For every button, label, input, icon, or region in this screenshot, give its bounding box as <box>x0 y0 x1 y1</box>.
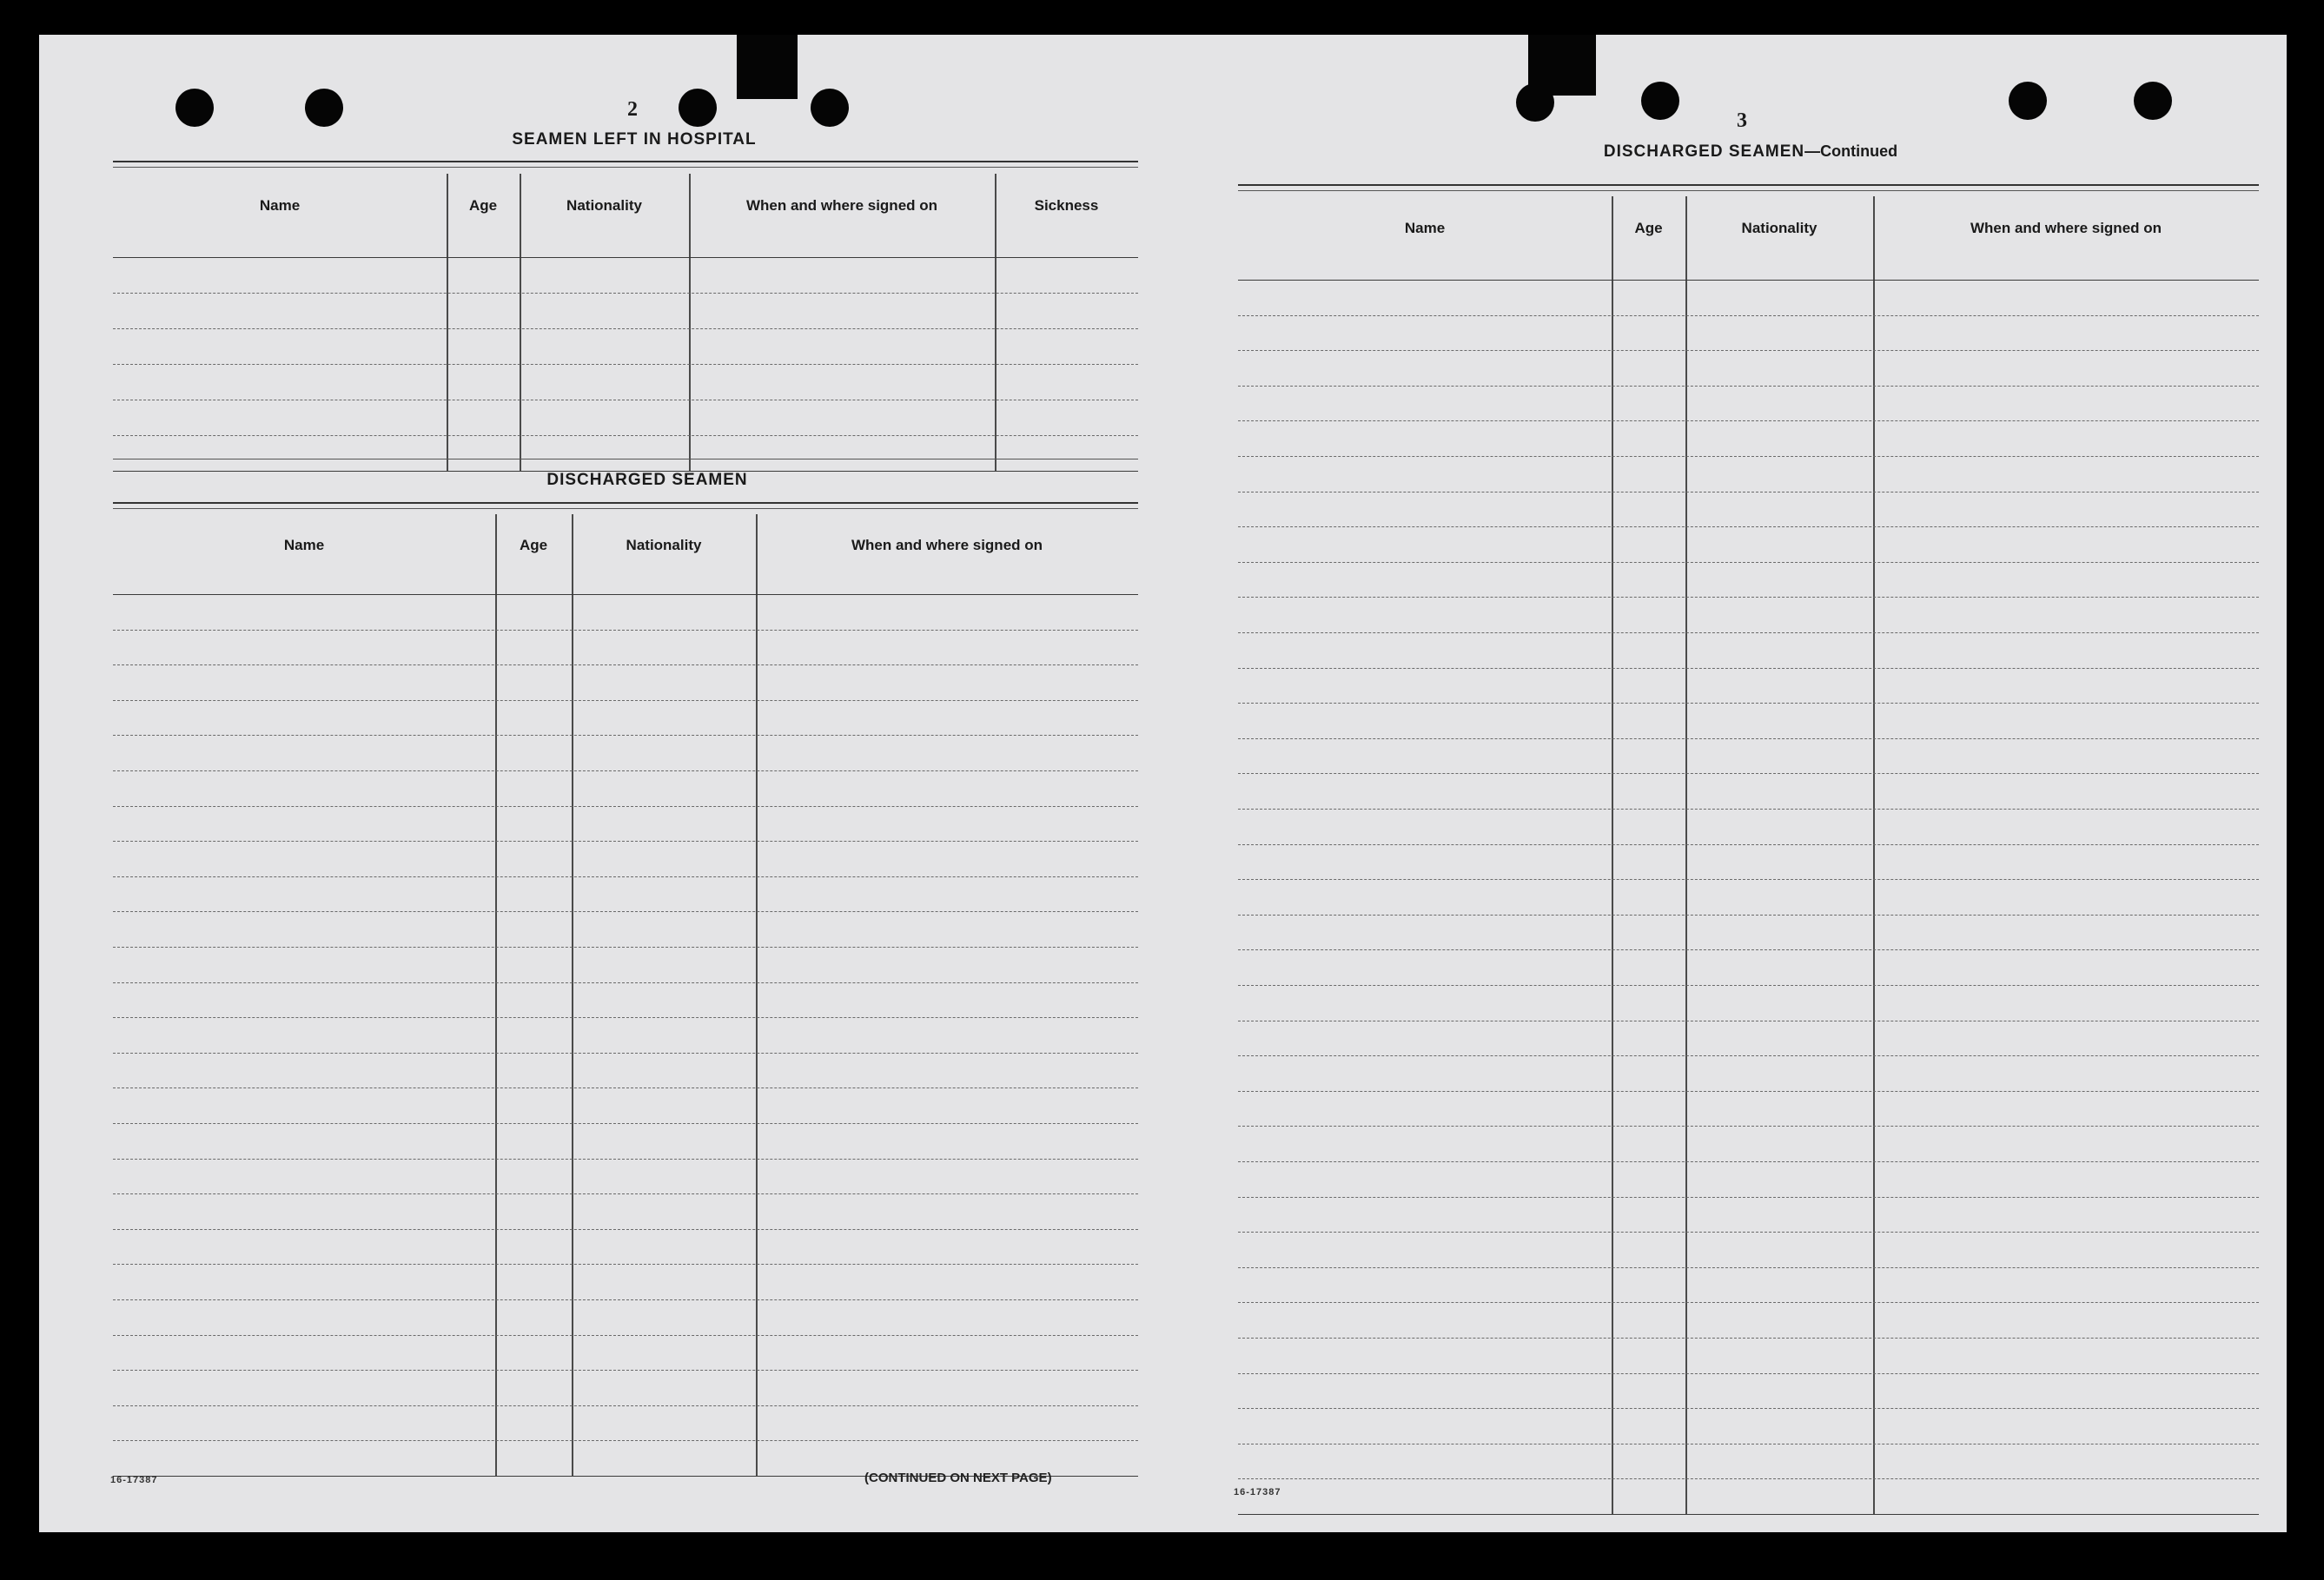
column-header: Nationality <box>1741 220 1817 236</box>
continued-section-title <box>1533 142 1968 162</box>
section-rule <box>113 161 1138 162</box>
hospital-section-title: SEAMEN LEFT IN HOSPITAL <box>512 130 757 149</box>
table-row <box>113 1264 1138 1265</box>
table-row <box>113 293 1138 294</box>
table-row <box>1238 809 2259 810</box>
punch-hole <box>679 89 717 127</box>
continued-title-main: DISCHARGED SEAMEN <box>1603 142 1805 161</box>
punch-hole <box>2009 82 2047 120</box>
table-row <box>113 1123 1138 1124</box>
section-rule <box>113 167 1138 168</box>
table-row <box>113 1159 1138 1160</box>
table-row <box>1238 738 2259 739</box>
column-header: Name <box>259 197 301 214</box>
table-row <box>1238 420 2259 421</box>
table-row <box>1238 526 2259 527</box>
table-row <box>113 876 1138 877</box>
continued-title-suffix: —Continued <box>1804 142 1898 160</box>
form-number-left: 16-17387 <box>110 1475 158 1485</box>
table-row <box>113 328 1138 329</box>
table-row <box>1238 1091 2259 1092</box>
table-row <box>113 630 1138 631</box>
table-row <box>1238 1267 2259 1268</box>
table-row <box>113 841 1138 842</box>
binding-notch <box>1528 35 1596 96</box>
table-row <box>1238 1302 2259 1303</box>
column-header: When and where signed on <box>745 197 938 214</box>
column-header: Age <box>468 197 498 214</box>
punch-hole <box>2134 82 2172 120</box>
table-row <box>1238 668 2259 669</box>
table-row <box>1238 597 2259 598</box>
table-row <box>113 1405 1138 1406</box>
table-row <box>113 435 1138 436</box>
discharged-table-left <box>113 514 1138 1477</box>
table-row <box>1238 1514 2259 1515</box>
header-rule <box>113 257 1138 258</box>
section-rule <box>1238 190 2259 191</box>
table-row <box>1238 879 2259 880</box>
table-row <box>113 911 1138 912</box>
discharged-table-right <box>1238 196 2259 1487</box>
binding-notch <box>737 35 798 99</box>
table-row <box>113 735 1138 736</box>
section-rule <box>113 508 1138 509</box>
table-row <box>113 806 1138 807</box>
table-row <box>113 982 1138 983</box>
table-row <box>113 770 1138 771</box>
table-row <box>113 1087 1138 1088</box>
table-row <box>1238 1126 2259 1127</box>
column-divider <box>572 514 573 1476</box>
table-row <box>113 664 1138 665</box>
discharged-section-title: DISCHARGED SEAMEN <box>546 471 748 489</box>
table-row <box>1238 315 2259 316</box>
table-row <box>1238 386 2259 387</box>
page-number-right: 3 <box>1737 109 1747 132</box>
document-sheet <box>39 35 2287 1532</box>
table-row <box>113 364 1138 365</box>
table-row <box>1238 350 2259 351</box>
punch-hole <box>175 89 214 127</box>
table-row <box>1238 949 2259 950</box>
column-header: Nationality <box>566 197 642 214</box>
hospital-table <box>113 174 1138 495</box>
column-divider <box>520 174 521 471</box>
column-divider <box>1612 196 1613 1514</box>
column-header: Nationality <box>626 537 702 553</box>
table-row <box>113 700 1138 701</box>
column-divider <box>1685 196 1687 1514</box>
continued-note: (CONTINUED ON NEXT PAGE) <box>864 1471 1052 1485</box>
table-row <box>113 1299 1138 1300</box>
table-row <box>1238 1232 2259 1233</box>
table-row <box>113 1440 1138 1441</box>
column-divider <box>495 514 497 1476</box>
column-header: Name <box>1404 220 1446 236</box>
punch-hole <box>1641 82 1679 120</box>
column-header: Name <box>283 537 325 553</box>
form-number-right: 16-17387 <box>1234 1487 1281 1497</box>
column-divider <box>1873 196 1875 1514</box>
table-row <box>113 1053 1138 1054</box>
section-rule <box>1238 184 2259 186</box>
column-header: Age <box>519 537 548 553</box>
table-row <box>1238 1373 2259 1374</box>
table-row <box>113 1017 1138 1018</box>
column-divider <box>756 514 758 1476</box>
table-row <box>113 1193 1138 1194</box>
column-header: Age <box>1634 220 1663 236</box>
column-header: When and where signed on <box>1970 220 2162 236</box>
header-rule <box>113 594 1138 595</box>
header-rule <box>1238 280 2259 281</box>
table-row <box>1238 1161 2259 1162</box>
column-divider <box>447 174 448 471</box>
table-row <box>1238 456 2259 457</box>
table-row <box>1238 844 2259 845</box>
page-number-left: 2 <box>627 98 638 121</box>
column-header: When and where signed on <box>851 537 1043 553</box>
punch-hole <box>305 89 343 127</box>
table-row <box>113 947 1138 948</box>
table-row <box>113 1229 1138 1230</box>
column-divider <box>689 174 691 471</box>
table-row <box>1238 632 2259 633</box>
table-row <box>113 1370 1138 1371</box>
section-rule <box>113 502 1138 504</box>
column-header: Sickness <box>1034 197 1099 214</box>
table-row <box>1238 1197 2259 1198</box>
table-row <box>1238 915 2259 916</box>
table-row <box>1238 1055 2259 1056</box>
table-row <box>1238 985 2259 986</box>
table-row <box>1238 492 2259 493</box>
table-row <box>113 1335 1138 1336</box>
table-row <box>1238 1338 2259 1339</box>
table-row <box>1238 562 2259 563</box>
table-row <box>1238 773 2259 774</box>
table-row <box>1238 1478 2259 1479</box>
table-row <box>1238 1408 2259 1409</box>
punch-hole <box>811 89 849 127</box>
table-row <box>1238 703 2259 704</box>
column-divider <box>995 174 996 471</box>
